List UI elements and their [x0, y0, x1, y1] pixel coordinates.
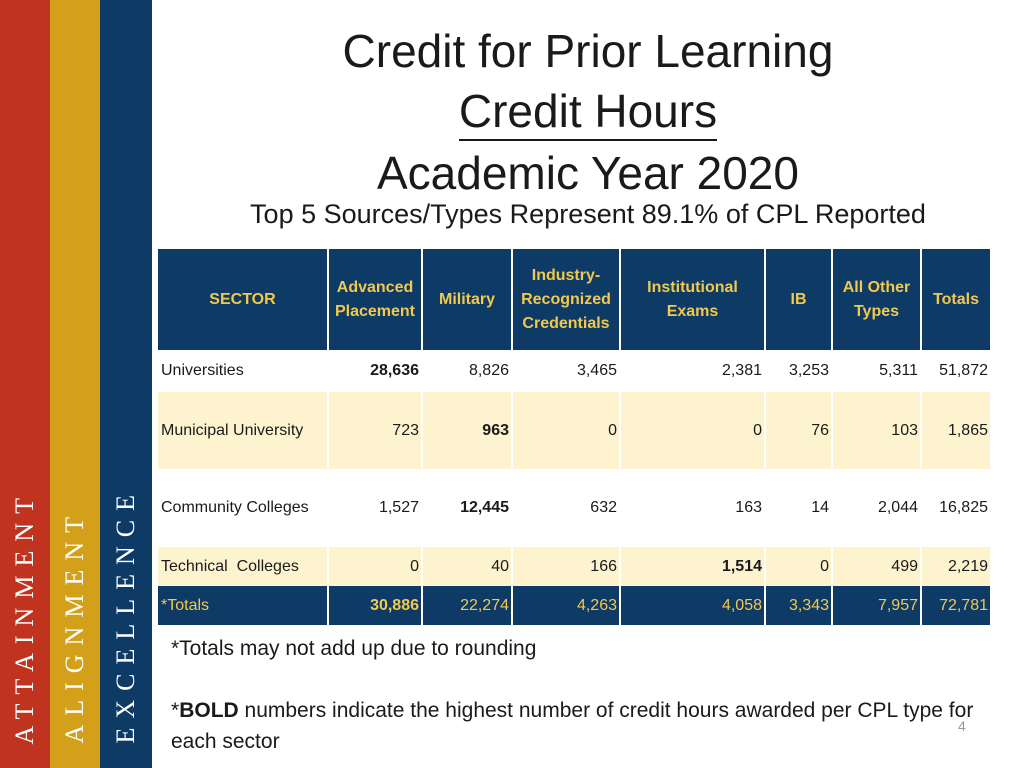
cell-value: 0: [765, 547, 832, 586]
page-title-year: Academic Year 2020: [377, 147, 799, 199]
cell-sector: *Totals: [158, 586, 328, 625]
header-ib: IB: [765, 249, 832, 350]
credit-hours-table: [158, 249, 990, 625]
table-header-row: [158, 249, 990, 350]
sidebar-band-red: [0, 0, 50, 768]
cell-sector: Municipal University: [158, 392, 328, 469]
cell-value: 14: [765, 469, 832, 547]
cell-value: 963: [422, 392, 512, 469]
cell-value: 40: [422, 547, 512, 586]
table-row: [158, 392, 990, 469]
header-totals: Totals: [921, 249, 990, 350]
cell-value: 166: [512, 547, 620, 586]
cell-value: 2,044: [832, 469, 921, 547]
cell-value: 3,343: [765, 586, 832, 625]
cell-value: 0: [328, 547, 422, 586]
bold-note: [171, 695, 991, 757]
header-advanced-placement: Advanced Placement: [328, 249, 422, 350]
sidebar-band-navy: [100, 0, 152, 768]
cell-sector: Universities: [158, 350, 328, 392]
table-row: [158, 469, 990, 547]
cell-value: 72,781: [921, 586, 990, 625]
header-industry-credentials: Industry-Recognized Credentials: [512, 249, 620, 350]
cell-value: 103: [832, 392, 921, 469]
cell-value: 16,825: [921, 469, 990, 547]
page-title-underlined: [152, 81, 1024, 141]
cell-value: 0: [512, 392, 620, 469]
page-number: 4: [958, 718, 966, 734]
table-row: [158, 547, 990, 586]
cell-value: 2,219: [921, 547, 990, 586]
bold-note-text: numbers indicate the highest number of credit hours awarded per CPL type for each sector: [171, 699, 974, 753]
cell-value: 163: [620, 469, 765, 547]
cell-value: 1,865: [921, 392, 990, 469]
bold-note-prefix: *: [171, 699, 180, 722]
header-sector: SECTOR: [158, 249, 328, 350]
cell-value: 5,311: [832, 350, 921, 392]
sidebar-band-gold: [50, 0, 100, 768]
cell-value: 2,381: [620, 350, 765, 392]
cell-value: 1,514: [620, 547, 765, 586]
cell-value: 22,274: [422, 586, 512, 625]
cell-value: 0: [620, 392, 765, 469]
cell-sector: Technical Colleges: [158, 547, 328, 586]
cell-value: 12,445: [422, 469, 512, 547]
cell-value: 28,636: [328, 350, 422, 392]
cell-value: 632: [512, 469, 620, 547]
header-institutional-exams: Institutional Exams: [620, 249, 765, 350]
header-military: Military: [422, 249, 512, 350]
table-row: [158, 350, 990, 392]
cell-value: 4,263: [512, 586, 620, 625]
rounding-note: *Totals may not add up due to rounding: [171, 637, 537, 660]
cell-value: 3,253: [765, 350, 832, 392]
cell-value: 30,886: [328, 586, 422, 625]
cell-value: 4,058: [620, 586, 765, 625]
cell-sector: Community Colleges: [158, 469, 328, 547]
band-text-alignment: ALIGNMENT: [60, 508, 89, 744]
bold-note-keyword: BOLD: [179, 699, 239, 722]
cell-value: 8,826: [422, 350, 512, 392]
band-text-attainment: ATTAINMENT: [10, 488, 39, 744]
band-text-excellence: EXCELLENCE: [111, 486, 140, 744]
cell-value: 1,527: [328, 469, 422, 547]
page-title-line2: Credit Hours: [459, 85, 717, 141]
header-all-other-types: All Other Types: [832, 249, 921, 350]
cell-value: 7,957: [832, 586, 921, 625]
cell-value: 51,872: [921, 350, 990, 392]
cell-value: 499: [832, 547, 921, 586]
cell-value: 76: [765, 392, 832, 469]
page-title: Credit for Prior Learning: [342, 25, 834, 77]
cell-value: 723: [328, 392, 422, 469]
cell-value: 3,465: [512, 350, 620, 392]
page-subtitle: Top 5 Sources/Types Represent 89.1% of CPL Reported: [250, 199, 926, 229]
table-totals-row: [158, 586, 990, 625]
